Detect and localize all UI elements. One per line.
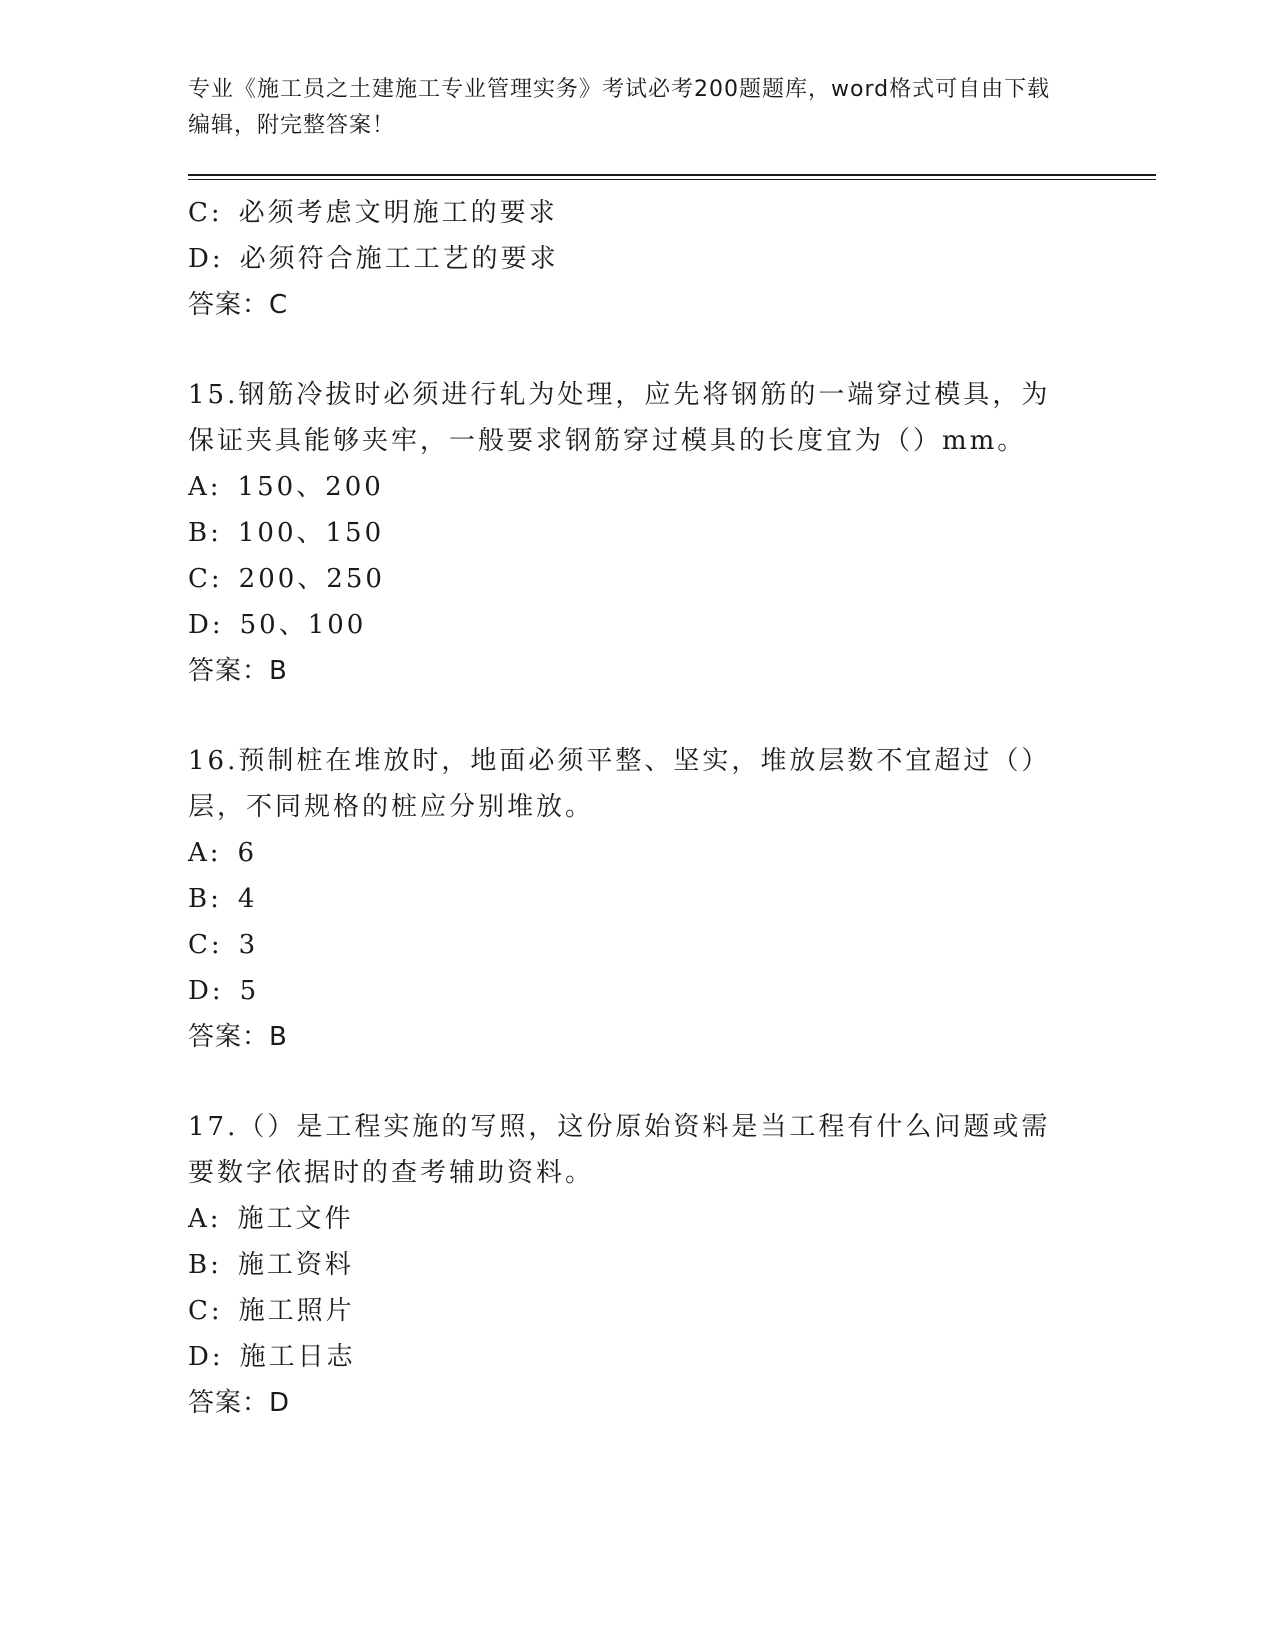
option-text: 施工日志 (239, 1342, 356, 1372)
divider-thick-line (188, 174, 1156, 176)
option-c (188, 190, 1156, 236)
option-c (188, 1288, 1156, 1334)
option-text: 必须符合施工工艺的要求 (239, 244, 559, 274)
option-b (188, 510, 1156, 556)
answer-line: 答案：B (188, 656, 288, 686)
question-15 (188, 372, 1156, 694)
option-a (188, 464, 1156, 510)
option-text: 5 (239, 976, 260, 1006)
document-page (188, 72, 1156, 1426)
header-divider (188, 174, 1156, 180)
option-label: A: (188, 1204, 222, 1234)
option-label: D: (188, 244, 224, 274)
option-text: 6 (237, 838, 258, 868)
answer-line: 答案：C (188, 290, 289, 320)
option-a (188, 1196, 1156, 1242)
option-d (188, 236, 1156, 282)
carryover-block (188, 190, 1156, 328)
option-text: 必须考虑文明施工的要求 (238, 198, 558, 228)
option-text: 200、250 (238, 564, 385, 594)
option-b (188, 1242, 1156, 1288)
option-label: D: (188, 1342, 224, 1372)
question-16 (188, 738, 1156, 1060)
option-label: C: (188, 564, 223, 594)
question-17 (188, 1104, 1156, 1426)
option-label: A: (188, 472, 222, 502)
option-text: 150、200 (237, 472, 384, 502)
option-label: C: (188, 930, 223, 960)
option-d (188, 1334, 1156, 1380)
option-text: 100、150 (237, 518, 385, 548)
option-label: C: (188, 1296, 223, 1326)
option-label: B: (188, 518, 222, 548)
option-label: D: (188, 610, 224, 640)
option-text: 4 (237, 884, 258, 914)
option-c (188, 922, 1156, 968)
option-text: 施工照片 (238, 1296, 355, 1326)
option-text: 施工资料 (237, 1250, 354, 1280)
question-stem: 17.（）是工程实施的写照，这份原始资料是当工程有什么问题或需要数字依据时的查考辅助资料。 (188, 1112, 1051, 1188)
option-label: B: (188, 1250, 222, 1280)
question-stem: 15.钢筋冷拔时必须进行轧为处理，应先将钢筋的一端穿过模具，为保证夹具能够夹牢，一般要求钢筋穿过模具的长度宜为（）mm。 (188, 380, 1051, 456)
option-b (188, 876, 1156, 922)
document-header: 专业《施工员之土建施工专业管理实务》考试必考200题题库，word格式可自由下载编辑，附完整答案！ (188, 77, 1051, 138)
divider-thin-line (188, 179, 1156, 180)
option-d (188, 968, 1156, 1014)
option-text: 50、100 (239, 610, 367, 640)
option-d (188, 602, 1156, 648)
answer-line: 答案：D (188, 1388, 291, 1418)
option-text: 3 (238, 930, 259, 960)
option-c (188, 556, 1156, 602)
option-a (188, 830, 1156, 876)
answer-line: 答案：B (188, 1022, 288, 1052)
option-text: 施工文件 (237, 1204, 354, 1234)
option-label: D: (188, 976, 224, 1006)
option-label: B: (188, 884, 222, 914)
option-label: A: (188, 838, 222, 868)
option-label: C: (188, 198, 223, 228)
question-stem: 16.预制桩在堆放时，地面必须平整、坚实，堆放层数不宜超过（）层，不同规格的桩应分别堆放。 (188, 746, 1051, 822)
